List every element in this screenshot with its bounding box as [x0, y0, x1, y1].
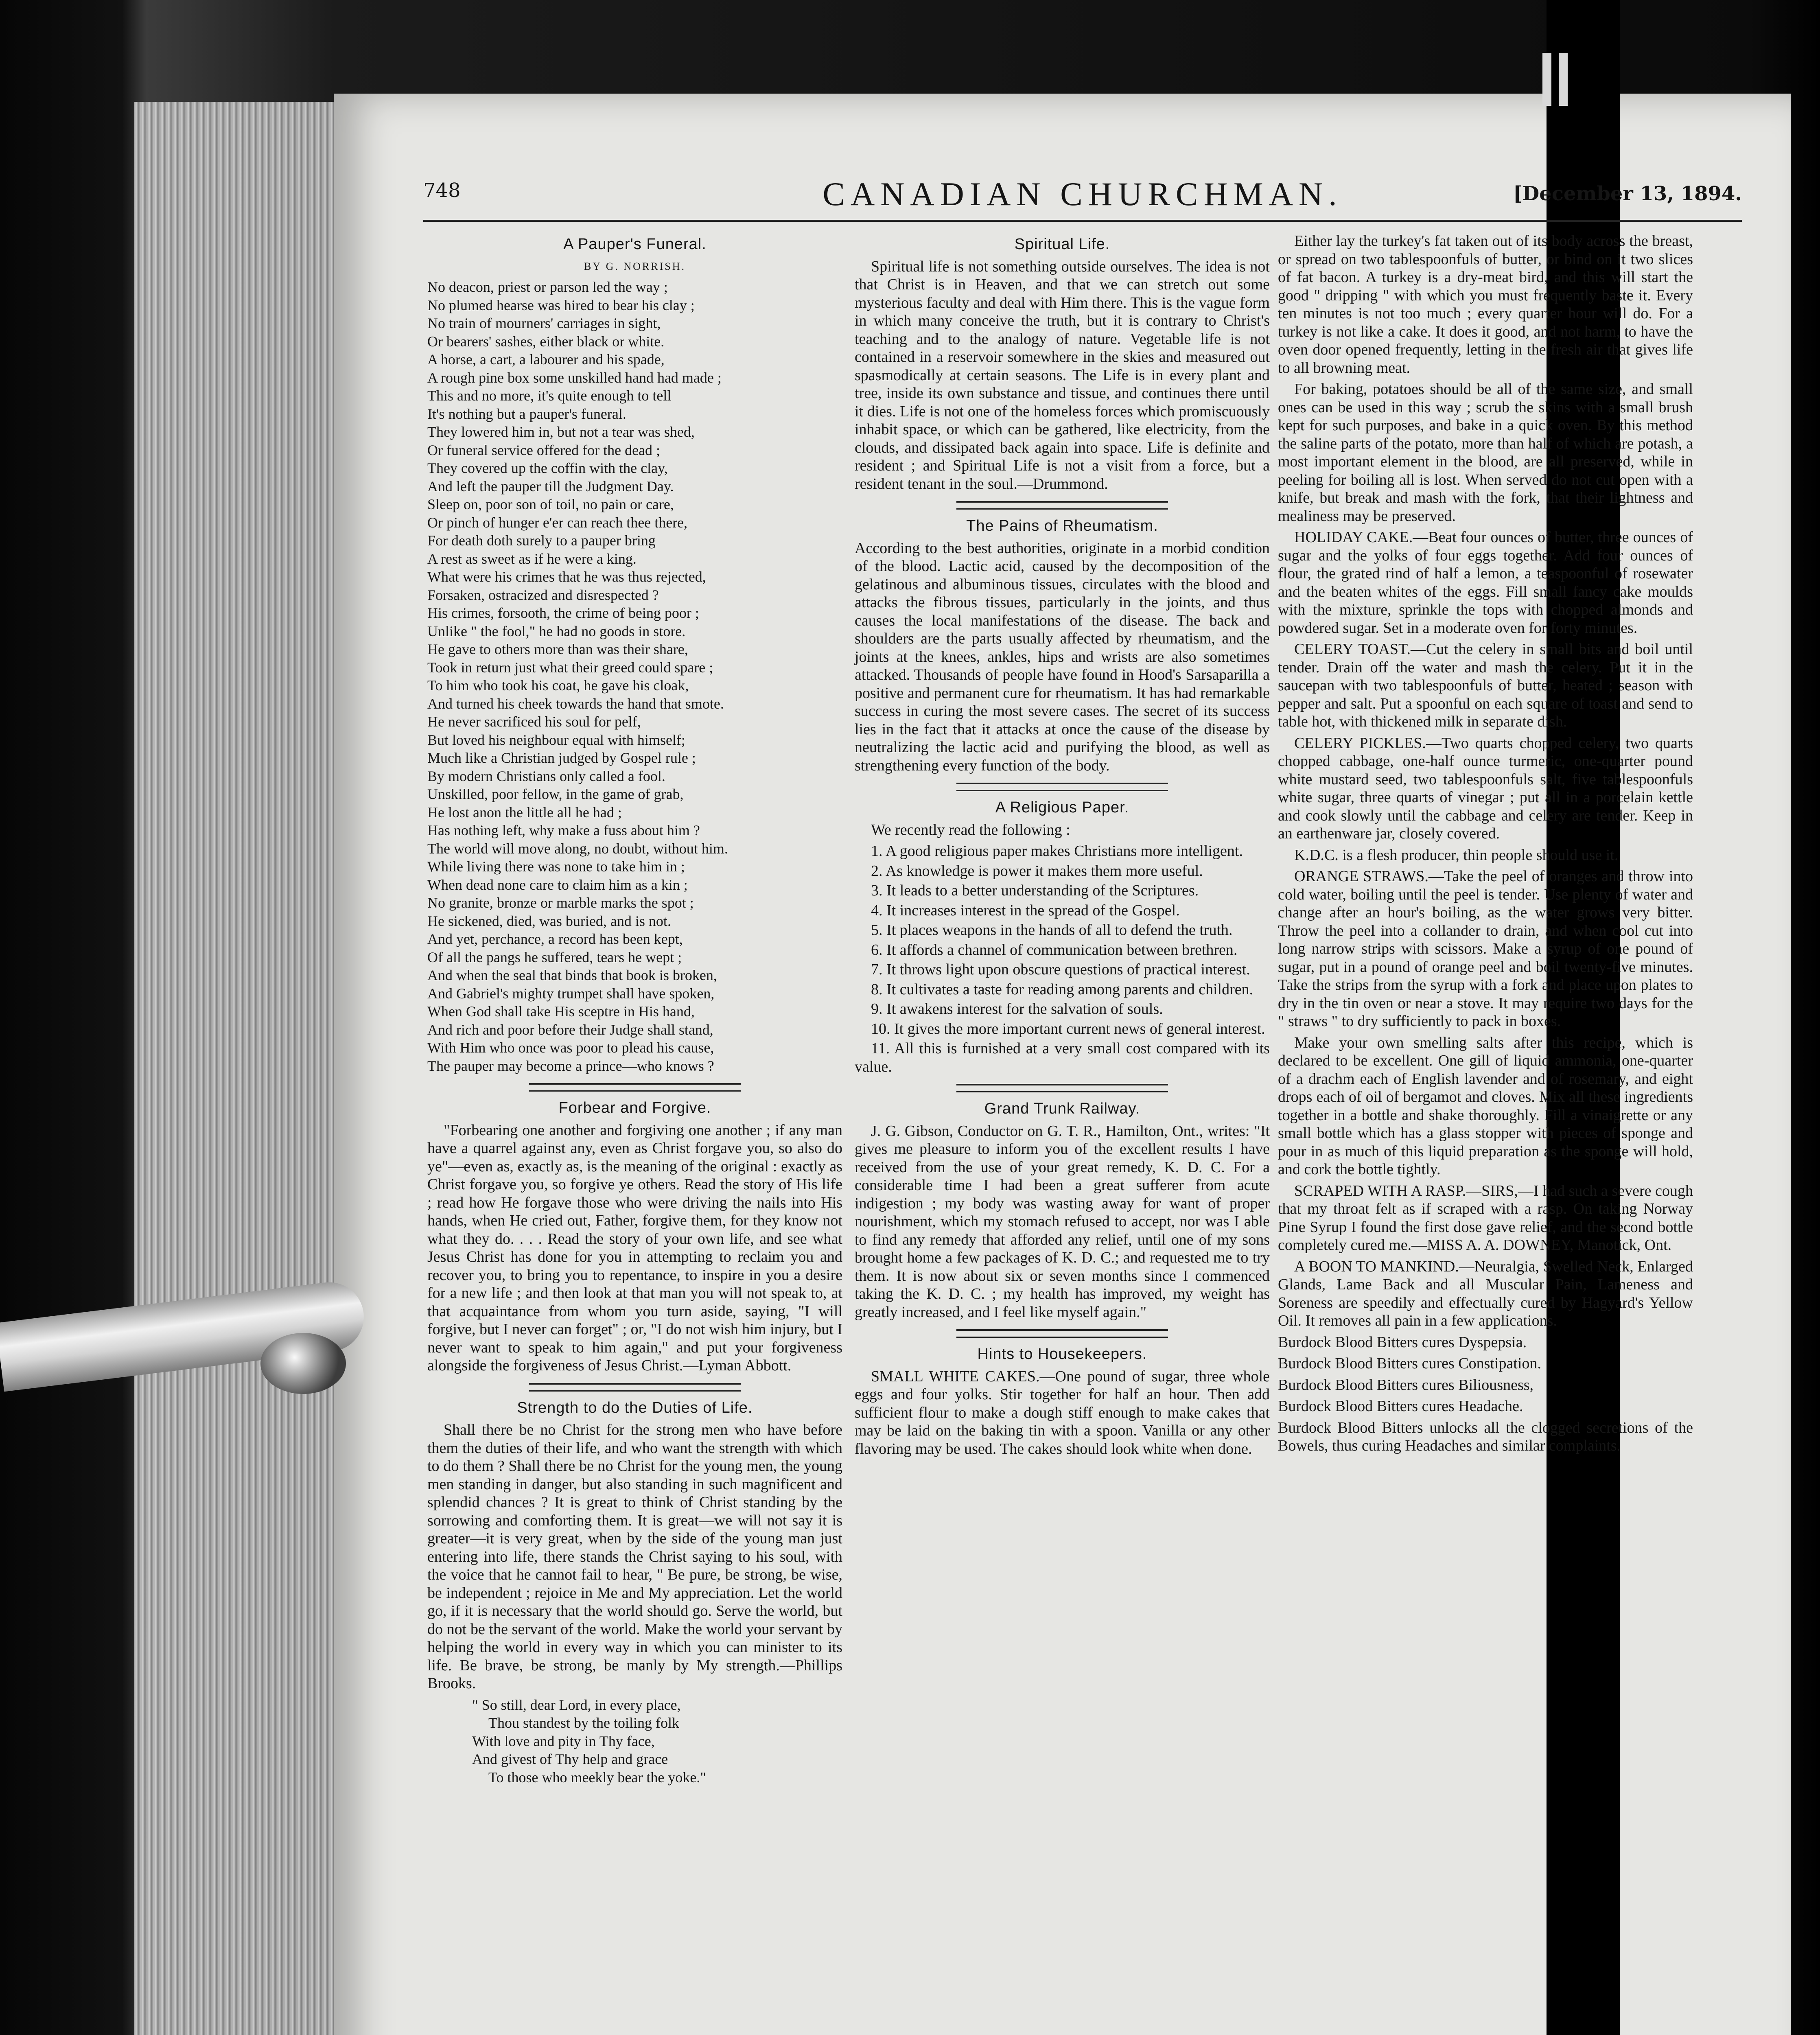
list-item: 4. It increases interest in the spread of the Gospel.: [871, 902, 1180, 919]
poem-line: When God shall take His sceptre in His hand,: [427, 1003, 695, 1020]
poem-line: Has nothing left, why make a fuss about him ?: [427, 822, 700, 838]
poem-line: But loved his neighbour equal with himself;: [427, 731, 685, 748]
poem-line: To him who took his coat, he gave his cloak,: [427, 677, 689, 694]
ad-line: Burdock Blood Bitters cures Dyspepsia.: [1278, 1333, 1527, 1351]
poem-line: And givest of Thy help and grace: [472, 1751, 668, 1767]
section-title-hints: Hints to Housekeepers.: [977, 1346, 1147, 1363]
household-paragraphs: [1278, 232, 1693, 1330]
religious-intro: We recently read the following :: [871, 821, 1070, 838]
poem-line: And yet, perchance, a record has been kept,: [427, 931, 683, 947]
poem-line: Took in return just what their greed could spare ;: [427, 659, 713, 676]
section-title-spiritual: Spiritual Life.: [1014, 236, 1110, 253]
poem-line: Sleep on, poor son of toil, no pain or care,: [427, 496, 674, 512]
ad-line: Burdock Blood Bitters cures Biliousness,: [1278, 1376, 1534, 1394]
poem-line: The pauper may become a prince—who knows ?: [427, 1057, 714, 1074]
ad-line: Burdock Blood Bitters unlocks all the clogged secretions of the Bowels, thus curing Headaches and similar complaints.: [1278, 1419, 1693, 1454]
section-divider: [956, 501, 1168, 510]
poem-line: Unlike " the fool," he had no goods in store.: [427, 623, 686, 639]
column-2: [855, 232, 1270, 1461]
poem-line: No train of mourners' carriages in sight,: [427, 315, 661, 331]
list-item: 3. It leads to a better understanding of the Scriptures.: [871, 882, 1199, 899]
list-item: 10. It gives the more important current news of general interest.: [871, 1020, 1265, 1037]
hints-text: SMALL WHITE CAKES.—One pound of sugar, three whole eggs and four yolks. Stir together for half an hour. Then add sufficient flour to make a dough stiff enough to make cakes that may be laid on the baking tin with a spoon. Vanilla or any other flavoring may be used. The cakes should look white when done.: [855, 1368, 1270, 1457]
poem-line: No deacon, priest or parson led the way ;: [427, 279, 668, 295]
article-paragraph: A BOON TO MANKIND.—Neuralgia, Swelled Neck, Enlarged Glands, Lame Back and all Muscular Pain, Lameness and Soreness are speedily and effectually cured by Hagyard's Yellow Oil. It removes all pain in a few applications.: [1278, 1258, 1693, 1329]
poem-line: A horse, a cart, a labourer and his spade,: [427, 351, 665, 368]
poem-line: Or bearers' sashes, either black or white.: [427, 333, 665, 350]
strength-text: Shall there be no Christ for the strong men who have before them the duties of their life, and who want the strength with which to do them ? Shall there be no Christ for the young men, the young men standing in danger, but also standing in such magnificent and splendid chances ? It is great to think of Christ standing by the sorrowing and comforting them. It is great—we will not say it is greater—it is very great, when by the side of the young man just entering into life, there stands the Christ saying to his soul, with the voice that he cannot fail to hear, " Be pure, be strong, be wise, be independent ; rejoice in Me and My appreciation. Let the world go, if it is necessary that the world should go. Serve the world, but do not be the servant of the world. Make the world your servant by helping the world in every way in which you can minister to its life. Be brave, be strong, be manly by My strength.—Phillips Brooks.: [427, 1421, 842, 1692]
section-title-rheumatism: The Pains of Rheumatism.: [966, 517, 1158, 534]
section-divider: [956, 1329, 1168, 1338]
poem-line: A rest as sweet as if he were a king.: [427, 550, 637, 567]
article-paragraph: CELERY PICKLES.—Two quarts chopped celery, two quarts chopped cabbage, one-half ounce turmeric, one-quarter pound white mustard seed, two tablespoonfuls salt, five tablespoonfuls white sugar, three quarts of vinegar ; put all in a porcelain kettle and cook slowly until the cabbage and celery are tender. Keep in an earthenware jar, closely covered.: [1278, 734, 1693, 842]
poem-line: Unskilled, poor fellow, in the game of grab,: [427, 786, 684, 802]
poem-line: He lost anon the little all he had ;: [427, 804, 622, 821]
section-title-religious: A Religious Paper.: [995, 799, 1129, 816]
poem-line: To those who meekly bear the yoke.": [488, 1769, 707, 1786]
poem-line: Of all the pangs he suffered, tears he wept ;: [427, 949, 682, 965]
article-paragraph: K.D.C. is a flesh producer, thin people should use it.: [1294, 846, 1619, 864]
poem-line: Or pinch of hunger e'er can reach thee there,: [427, 514, 688, 531]
list-item: 1. A good religious paper makes Christians more intelligent.: [871, 842, 1243, 860]
section-title-forbear: Forbear and Forgive.: [558, 1099, 711, 1116]
poem-line: With love and pity in Thy face,: [472, 1733, 655, 1749]
poem-line: A rough pine box some unskilled hand had made ;: [427, 369, 722, 386]
column-1: [427, 232, 842, 1786]
poem-line: With Him who once was poor to plead his cause,: [427, 1039, 714, 1056]
poem-line: He sickened, died, was buried, and is not.: [427, 912, 671, 929]
list-item: 2. As knowledge is power it makes them more useful.: [871, 862, 1203, 880]
list-item: 9. It awakens interest for the salvation of souls.: [871, 1000, 1163, 1017]
column-3: [1278, 232, 1693, 1458]
poem-line: For death doth surely to a pauper bring: [427, 532, 656, 549]
section-divider: [956, 1084, 1168, 1092]
poem-line: And Gabriel's mighty trumpet shall have spoken,: [427, 985, 715, 1002]
poem-line: And turned his cheek towards the hand that smote.: [427, 695, 724, 712]
list-item: 6. It affords a channel of communication between brethren.: [871, 941, 1238, 958]
poem-line: While living there was none to take him in ;: [427, 858, 685, 875]
burdock-ads: [1278, 1333, 1693, 1455]
section-title-pauper: A Pauper's Funeral.: [563, 236, 707, 253]
closing-poem: [427, 1696, 842, 1787]
article-paragraph: SCRAPED WITH A RASP.—SIRS,—I had such a severe cough that my throat felt as if scraped with a rasp. On taking Norway Pine Syrup I found the first dose gave relief, and the second bottle completely cured me.—MISS A. A. DOWNEY, Manotick, Ont.: [1278, 1182, 1693, 1254]
poem-line: And rich and poor before their Judge shall stand,: [427, 1021, 713, 1038]
section-title-railway: Grand Trunk Railway.: [984, 1100, 1140, 1117]
list-item: 7. It throws light upon obscure questions of practical interest.: [871, 961, 1250, 978]
article-paragraph: HOLIDAY CAKE.—Beat four ounces of butter, three ounces of sugar and the yolks of four eggs together. Add four ounces of flour, the grated rind of half a lemon, a teaspoonful of rosewater and the beaten whites of the eggs. Fill small fancy cake moulds with the mixture, sprinkle the tops with chopped almonds and powdered sugar. Set in a moderate oven for forty minutes.: [1278, 529, 1693, 637]
article-paragraph: CELERY TOAST.—Cut the celery in small bits and boil until tender. Drain off the water and mash the celery. Put it in the saucepan with two tablespoonfuls of butter, heated ; season with pepper and salt. Put a spoonful on each square of toast and send to table hot, with thickened milk in separate dish.: [1278, 641, 1693, 730]
poem-line: His crimes, forsooth, the crime of being poor ;: [427, 605, 699, 621]
section-divider: [956, 783, 1168, 791]
forbear-text: "Forbearing one another and forgiving one another ; if any man have a quarrel against any, even as Christ forgave you, so also do ye"—even as, exactly as, is the meaning of the original : exactly as Christ forgave you, so forgive ye others. Read the story of His life ; read how He forgave those who were driving the nails into His hands, when He cried out, Father, forgive them, for they know not what they do. . . . Read the story of your own life, and see what Jesus Christ has done for you in attempting to reclaim you and recover you, to bring you to repentance, to inspire in you a desire for a new life ; and then look at that man you will not speak to, at that acquaintance from whom you turn aside, saying, "I will forgive, but I never can forget" ; or, "I do not wish him injury, but I never want to speak to him again," and put your forgiveness alongside the forgiveness of Jesus Christ.—Lyman Abbott.: [427, 1121, 842, 1374]
ad-line: Burdock Blood Bitters cures Constipation.: [1278, 1355, 1542, 1372]
poem-line: He never sacrificed his soul for pelf,: [427, 713, 641, 730]
poem-line: No granite, bronze or marble marks the spot ;: [427, 895, 694, 911]
header-rule: [423, 220, 1742, 222]
bookmark-tip: [260, 1333, 346, 1394]
railway-text: J. G. Gibson, Conductor on G. T. R., Hamilton, Ont., writes: "It gives me pleasure to inform you of the excellent results I have received from the use of your great remedy, K. D. C. For a considerable time I had been a great sufferer from acute indigestion ; my body was wasting away for want of proper nourishment, which my stomach refused to accept, nor was I able to find any remedy that afforded any relief, until one of my sons brought home a few packages of K. D. C.; and requested me to try them. It is now about six or seven months since I commenced taking the K. D. C. ; my health has improved, my weight has greatly increased, and I feel like myself again.": [855, 1122, 1270, 1321]
poem-line: By modern Christians only called a fool.: [427, 768, 665, 784]
religious-list: [855, 842, 1270, 1076]
ad-line: Burdock Blood Bitters cures Headache.: [1278, 1398, 1523, 1415]
article-paragraph: Make your own smelling salts after this recipe, which is declared to be excellent. One gill of liquid ammonia, one-quarter of a drachm each of English lavender and of rosemary, and eight drops each of oil of bergamot and cloves. Mix all these ingredients together in a bottle and shake thoroughly. Fill a vinaigrette or any small bottle which has a glass stopper with pieces of sponge and pour in as much of this liquid preparation as the sponge will hold, and cork the bottle tightly.: [1278, 1034, 1693, 1178]
list-item: 5. It places weapons in the hands of all to defend the truth.: [871, 921, 1233, 939]
poem-line: When dead none care to claim him as a kin ;: [427, 876, 688, 893]
page-edges: [134, 102, 346, 2035]
list-item: 8. It cultivates a taste for reading among parents and children.: [871, 980, 1253, 998]
masthead: CANADIAN CHURCHMAN.: [822, 175, 1343, 212]
section-divider: [529, 1383, 741, 1392]
rheumatism-text: According to the best authorities, originate in a morbid condition of the blood. Lactic acid, caused by the decomposition of the gelatinous and albuminous tissues, circulates with the blood and attacks the fibrous tissues, particularly in the joints, and thus causes the local manifestations of the disease. The back and shoulders are the parts usually affected by rheumatism, and the joints at the knees, ankles, hips and wrists are also sometimes attacked. Thousands of people have found in Hood's Sarsaparilla a positive and permanent cure for rheumatism. It has had remarkable success in curing the most severe cases. The secret of its success lies in the fact that it attacks at once the cause of the disease by neutralizing the lactic acid and purifying the blood, as well as strengthening every function of the body.: [855, 539, 1270, 774]
binding-marks-top: [1542, 53, 1571, 106]
poem-line: They covered up the coffin with the clay,: [427, 460, 668, 476]
page-number: 748: [423, 179, 461, 202]
poem-line: This and no more, it's quite enough to tell: [427, 387, 672, 404]
article-paragraph: Either lay the turkey's fat taken out of its body across the breast, or spread on two tablespoonfuls of butter, or bind on it two slices of fat bacon. A turkey is a dry-meat bird, and this will start the good " dripping " with which you must frequently baste it. Every ten minutes is not too much ; every quarter hour will do. For a turkey is not like a cake. It does it good, and not harm, to have the oven door opened frequently, letting in the fresh air that gives life to all browning meat.: [1278, 232, 1693, 376]
poem-line: What were his crimes that he was thus rejected,: [427, 569, 706, 585]
list-item: 11. All this is furnished at a very small cost compared with its value.: [855, 1040, 1270, 1075]
poem-line: It's nothing but a pauper's funeral.: [427, 405, 626, 422]
page-header: [423, 175, 1742, 224]
poem-line: They lowered him in, but not a tear was shed,: [427, 424, 695, 440]
section-title-strength: Strength to do the Duties of Life.: [517, 1399, 753, 1416]
poem-line: And when the seal that binds that book is broken,: [427, 967, 717, 983]
poem-line: " So still, dear Lord, in every place,: [472, 1696, 681, 1713]
byline: BY G. NORRISH.: [584, 260, 686, 272]
poem-line: Much like a Christian judged by Gospel rule ;: [427, 750, 696, 766]
poem-line: And left the pauper till the Judgment Day.: [427, 478, 674, 495]
poem-line: Or funeral service offered for the dead ;: [427, 442, 661, 458]
poem-line: Thou standest by the toiling folk: [488, 1715, 679, 1731]
article-paragraph: ORANGE STRAWS.—Take the peel of oranges and throw into cold water, boiling until the peel is tender. Use plenty of water and change after an hour's boiling, as the water grows very bitter. Throw the peel into a collander to drain, and when cool cut into long narrow strips with scissors. Make a syrup of one pound of sugar, put in a pound of orange peel and boil twenty-five minutes. Take the strips from the syrup with a fork and place upon plates to dry in the tin oven or near a stove. It may require two days for the " straws " to dry sufficiently to pack in boxes.: [1278, 868, 1693, 1030]
pauper-poem: [427, 278, 842, 1075]
article-paragraph: For baking, potatoes should be all of the same size, and small ones can be used in this way ; scrub the skins with a small brush kept for such purposes, and bake in a quick oven. By this method the saline parts of the potato, more than half of which are potash, a most important element in the blood, are all preserved, while in peeling for boiling all is lost. When served do not cut open with a knife, but break and mash with the fork, that their lightness and mealiness may be preserved.: [1278, 381, 1693, 525]
poem-line: The world will move along, no doubt, without him.: [427, 840, 728, 857]
poem-line: Forsaken, ostracized and disrespected ?: [427, 586, 659, 603]
spiritual-text: Spiritual life is not something outside ourselves. The idea is not that Christ is in Heaven, and that we can stretch out some mysterious faculty and deal with Him there. This is the vague form in which many conceive the truth, but it is contrary to Christ's teaching and to the analogy of nature. Vegetable life is not contained in a reservoir somewhere in the skies and measured out spasmodically at certain seasons. The Life is in every plant and tree, inside its own substance and tissue, and continues there until it dies. Life is not one of the homeless forces which promiscuously inhabit space, or which can be gathered, like electricity, from the clouds, and dissipated back again into space. Life is definite and resident ; and Spiritual Life is not a visit from a force, but a resident tenant in the soul.—Drummond.: [855, 258, 1270, 492]
issue-date: [December 13, 1894.: [1513, 182, 1742, 205]
section-divider: [529, 1083, 741, 1092]
poem-line: No plumed hearse was hired to bear his clay ;: [427, 297, 695, 313]
poem-line: He gave to others more than was their share,: [427, 641, 688, 657]
